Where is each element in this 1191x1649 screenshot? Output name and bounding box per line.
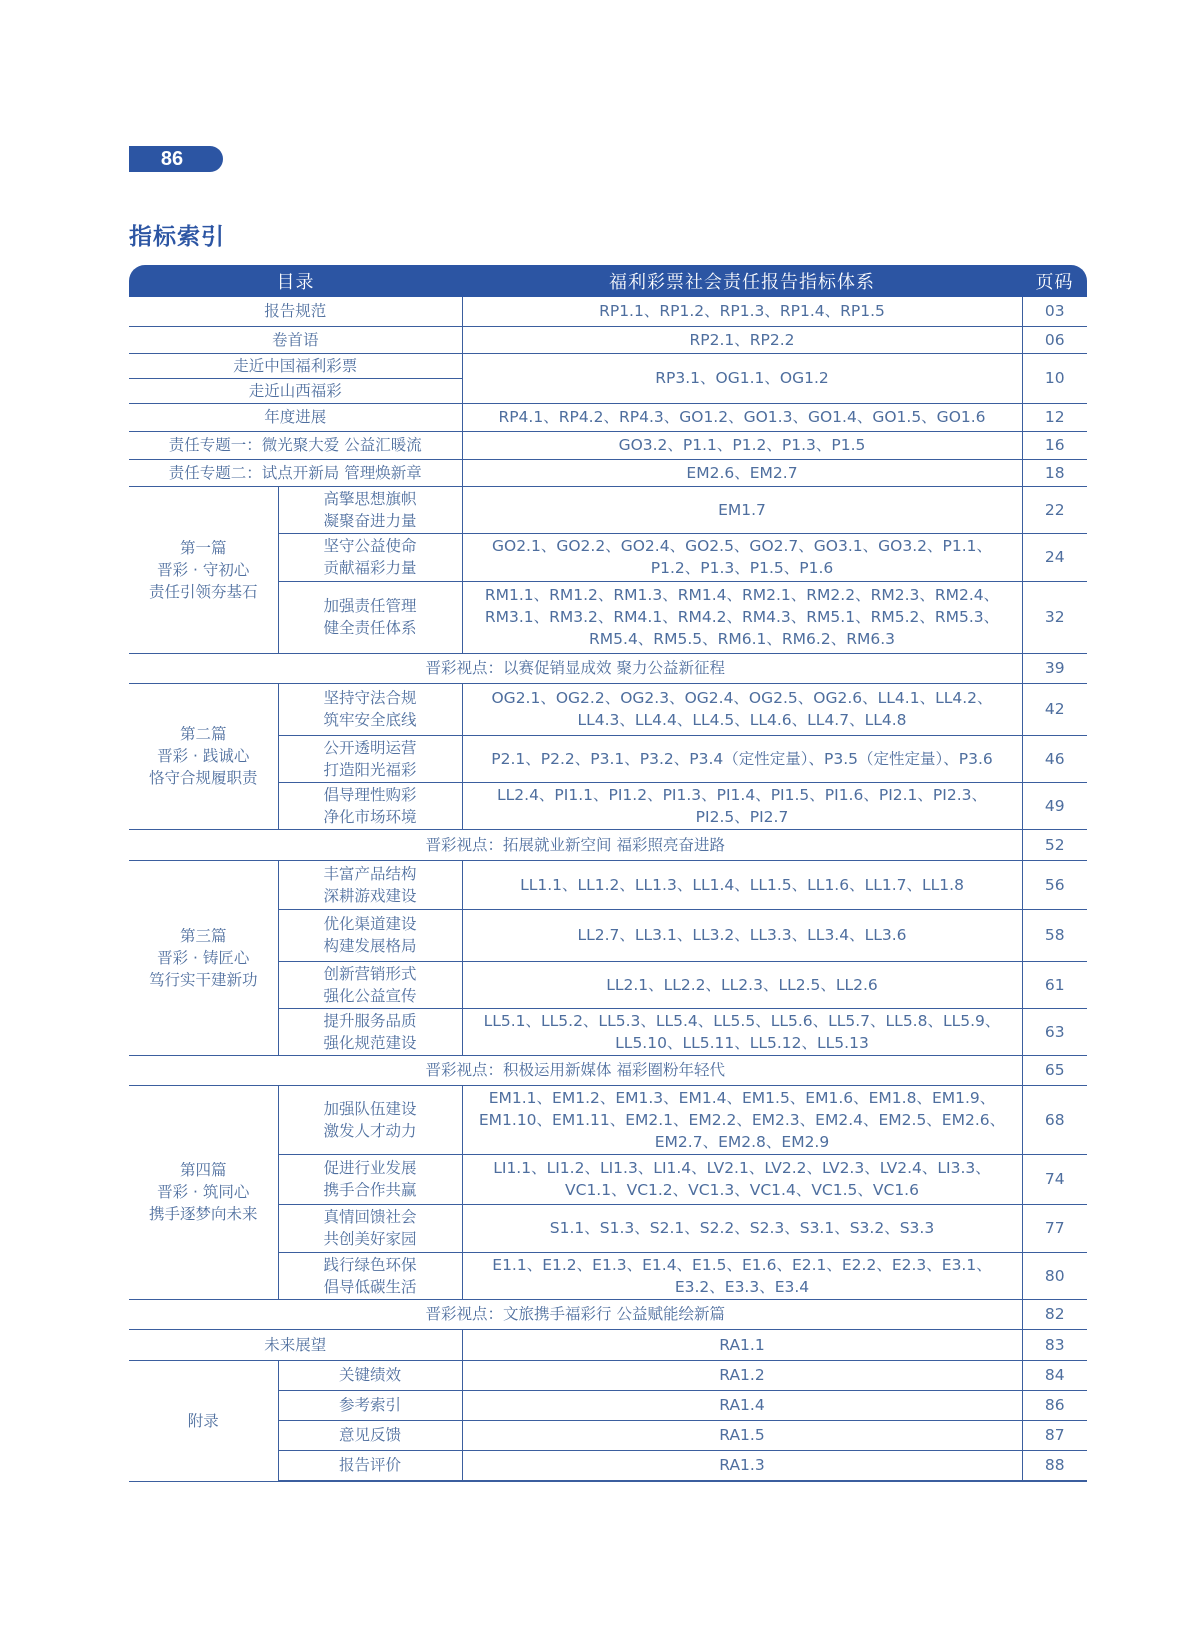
subsection-line: 践行绿色环保 [323,1255,417,1274]
codes-cell: RP4.1、RP4.2、RP4.3、GO1.2、GO1.3、GO1.4、GO1.5、GO1.6 [462,403,1022,431]
page-cell: 65 [1022,1055,1087,1085]
part-title-line: 晋彩 · 铸匠心 [157,948,250,967]
subsection-line: 贡献福彩力量 [323,559,417,577]
page-cell: 22 [1022,486,1087,533]
table-row [129,1360,1087,1390]
header-indicators: 福利彩票社会责任报告指标体系 [462,265,1022,297]
page-cell: 42 [1022,683,1087,735]
table-row [129,829,1087,860]
page-cell: 58 [1022,909,1087,961]
page-cell: 16 [1022,431,1087,459]
subsection-cell [278,1154,462,1204]
header-page: 页码 [1022,265,1087,297]
subsection-cell: 意见反馈 [278,1420,462,1450]
table-row [129,459,1087,486]
subsection-line: 打造阳光福彩 [323,760,417,779]
table-row [129,1329,1087,1360]
page-cell: 87 [1022,1420,1087,1450]
codes-cell: S1.1、S1.3、S2.1、S2.2、S2.3、S3.1、S3.2、S3.3 [462,1204,1022,1252]
codes-cell: RM1.1、RM1.2、RM1.3、RM1.4、RM2.1、RM2.2、RM2.3、RM2.4、RM3.1、RM3.2、RM4.1、RM4.2、RM4.3、RM5.1、RM5.2、RM5.3、RM5.4、RM5.5、RM6.1、RM6.2、RM6.3 [462,581,1022,653]
table-row [129,683,1087,735]
page-cell: 84 [1022,1360,1087,1390]
subsection-cell: 参考索引 [278,1390,462,1420]
table-row [129,860,1087,909]
part2-title [129,683,278,829]
viewpoint-cell: 晋彩视点：积极运用新媒体 福彩圈粉年轻代 [129,1055,1022,1085]
page-cell: 83 [1022,1329,1087,1360]
codes-cell: EM1.1、EM1.2、EM1.3、EM1.4、EM1.5、EM1.6、EM1.8、EM1.9、EM1.10、EM1.11、EM2.1、EM2.2、EM2.3、EM2.4、EM2.5、EM2.6、EM2.7、EM2.8、EM2.9 [462,1085,1022,1154]
codes-cell: RA1.4 [462,1390,1022,1420]
table-row [129,653,1087,683]
subsection-line: 健全责任体系 [323,619,417,637]
section-title: 指标索引 [129,224,225,250]
codes-cell: LI1.1、LI1.2、LI1.3、LI1.4、LV2.1、LV2.2、LV2.3、LV2.4、LI3.3、VC1.1、VC1.2、VC1.3、VC1.4、VC1.5、VC1.6 [462,1154,1022,1204]
page-cell: 24 [1022,533,1087,581]
table-row [129,353,1087,378]
toc-cell: 走近中国福利彩票 [129,353,462,378]
indicator-index-table [129,265,1087,1482]
subsection-cell: 报告评价 [278,1450,462,1481]
subsection-line: 加强队伍建设 [323,1099,417,1118]
subsection-cell [278,581,462,653]
toc-cell: 卷首语 [129,326,462,353]
page-cell: 10 [1022,353,1087,403]
subsection-line: 高擎思想旗帜 [323,489,417,508]
subsection-cell [278,860,462,909]
page-cell: 56 [1022,860,1087,909]
subsection-cell: 关键绩效 [278,1360,462,1390]
part-title-line: 晋彩 · 筑同心 [157,1183,250,1201]
toc-cell: 报告规范 [129,297,462,326]
page-number-badge: 86 [129,146,223,172]
subsection-line: 促进行业发展 [323,1159,417,1177]
subsection-line: 优化渠道建设 [323,915,417,933]
page-cell: 03 [1022,297,1087,326]
codes-cell: GO3.2、P1.1、P1.2、P1.3、P1.5 [462,431,1022,459]
part-title-line: 第二篇 [179,725,227,743]
table-header-row [129,265,1087,297]
subsection-line: 提升服务品质 [323,1011,417,1030]
table-row [129,1299,1087,1329]
header-toc: 目录 [129,265,462,297]
subsection-cell [278,1204,462,1252]
table-row [129,297,1087,326]
page-cell: 63 [1022,1008,1087,1055]
codes-cell: LL2.1、LL2.2、LL2.3、LL2.5、LL2.6 [462,961,1022,1008]
toc-cell: 责任专题一：微光聚大爱 公益汇暖流 [129,431,462,459]
toc-cell: 未来展望 [129,1329,462,1360]
codes-cell: E1.1、E1.2、E1.3、E1.4、E1.5、E1.6、E2.1、E2.2、E2.3、E3.1、E3.2、E3.3、E3.4 [462,1252,1022,1299]
toc-cell: 年度进展 [129,403,462,431]
subsection-cell [278,909,462,961]
codes-cell: OG2.1、OG2.2、OG2.3、OG2.4、OG2.5、OG2.6、LL4.1、LL4.2、LL4.3、LL4.4、LL4.5、LL4.6、LL4.7、LL4.8 [462,683,1022,735]
subsection-cell [278,961,462,1008]
page-cell: 32 [1022,581,1087,653]
codes-cell: RA1.5 [462,1420,1022,1450]
page-cell: 68 [1022,1085,1087,1154]
page-cell: 86 [1022,1390,1087,1420]
page-cell: 12 [1022,403,1087,431]
part4-title [129,1085,278,1299]
table-row [129,486,1087,533]
page-cell: 80 [1022,1252,1087,1299]
subsection-line: 公开透明运营 [323,738,417,757]
part3-title [129,860,278,1055]
codes-cell: RA1.2 [462,1360,1022,1390]
page-cell: 61 [1022,961,1087,1008]
subsection-cell [278,533,462,581]
subsection-line: 凝聚奋进力量 [323,511,417,530]
page-cell: 49 [1022,782,1087,829]
page-cell: 74 [1022,1154,1087,1204]
part-title-line: 责任引领夯基石 [148,582,258,601]
part-title-line: 第四篇 [179,1161,227,1179]
subsection-line: 丰富产品结构 [323,864,417,883]
subsection-line: 坚守公益使命 [323,537,417,555]
part-title-line: 晋彩 · 守初心 [157,560,250,579]
subsection-line: 激发人才动力 [323,1121,417,1140]
subsection-line: 强化公益宣传 [323,986,417,1005]
part-title-line: 恪守合规履职责 [148,769,258,787]
subsection-line: 净化市场环境 [323,807,417,826]
toc-cell: 走近山西福彩 [129,378,462,403]
subsection-line: 共创美好家园 [323,1230,417,1248]
page-cell: 06 [1022,326,1087,353]
subsection-cell [278,486,462,533]
codes-cell: RA1.3 [462,1450,1022,1481]
page-cell: 88 [1022,1450,1087,1481]
part-title-line: 第一篇 [179,538,227,557]
subsection-line: 强化规范建设 [323,1033,417,1052]
page-cell: 46 [1022,735,1087,782]
codes-cell: RA1.1 [462,1329,1022,1360]
subsection-cell [278,1085,462,1154]
codes-cell: LL2.4、PI1.1、PI1.2、PI1.3、PI1.4、PI1.5、PI1.6、PI2.1、PI2.3、PI2.5、PI2.7 [462,782,1022,829]
page-cell: 39 [1022,653,1087,683]
table-row [129,431,1087,459]
codes-cell: EM2.6、EM2.7 [462,459,1022,486]
codes-cell: RP1.1、RP1.2、RP1.3、RP1.4、RP1.5 [462,297,1022,326]
subsection-cell [278,683,462,735]
viewpoint-cell: 晋彩视点：拓展就业新空间 福彩照亮奋进路 [129,829,1022,860]
subsection-cell [278,735,462,782]
page-cell: 77 [1022,1204,1087,1252]
codes-cell: LL1.1、LL1.2、LL1.3、LL1.4、LL1.5、LL1.6、LL1.7、LL1.8 [462,860,1022,909]
table-row [129,1055,1087,1085]
subsection-line: 坚持守法合规 [323,689,417,707]
table-row [129,403,1087,431]
codes-cell: EM1.7 [462,486,1022,533]
viewpoint-cell: 晋彩视点：以赛促销显成效 聚力公益新征程 [129,653,1022,683]
part1-title [129,486,278,653]
table-row [129,1085,1087,1154]
codes-cell: RP3.1、OG1.1、OG1.2 [462,353,1022,403]
codes-cell: LL5.1、LL5.2、LL5.3、LL5.4、LL5.5、LL5.6、LL5.7、LL5.8、LL5.9、LL5.10、LL5.11、LL5.12、LL5.13 [462,1008,1022,1055]
subsection-line: 倡导低碳生活 [323,1277,417,1296]
codes-cell: RP2.1、RP2.2 [462,326,1022,353]
subsection-line: 真情回馈社会 [323,1208,417,1226]
codes-cell: P2.1、P2.2、P3.1、P3.2、P3.4（定性定量）、P3.5（定性定量）、P3.6 [462,735,1022,782]
table-row [129,326,1087,353]
subsection-cell [278,1008,462,1055]
subsection-line: 创新营销形式 [323,964,417,983]
subsection-line: 倡导理性购彩 [323,785,417,804]
subsection-line: 加强责任管理 [323,597,417,615]
subsection-cell [278,782,462,829]
subsection-cell [278,1252,462,1299]
page-cell: 82 [1022,1299,1087,1329]
toc-cell: 责任专题二：试点开新局 管理焕新章 [129,459,462,486]
page-cell: 18 [1022,459,1087,486]
part-title-line: 笃行实干建新功 [148,970,258,989]
part-title-line: 第三篇 [179,926,227,945]
codes-cell: GO2.1、GO2.2、GO2.4、GO2.5、GO2.7、GO3.1、GO3.2、P1.1、P1.2、P1.3、P1.5、P1.6 [462,533,1022,581]
subsection-line: 构建发展格局 [323,937,417,955]
subsection-line: 携手合作共赢 [323,1181,417,1199]
viewpoint-cell: 晋彩视点：文旅携手福彩行 公益赋能绘新篇 [129,1299,1022,1329]
part-title-line: 携手逐梦向未来 [148,1205,258,1223]
part-title-line: 晋彩 · 践诚心 [157,747,250,765]
appendix-title: 附录 [129,1360,278,1481]
codes-cell: LL2.7、LL3.1、LL3.2、LL3.3、LL3.4、LL3.6 [462,909,1022,961]
subsection-line: 筑牢安全底线 [323,711,417,729]
subsection-line: 深耕游戏建设 [323,886,417,905]
page-cell: 52 [1022,829,1087,860]
